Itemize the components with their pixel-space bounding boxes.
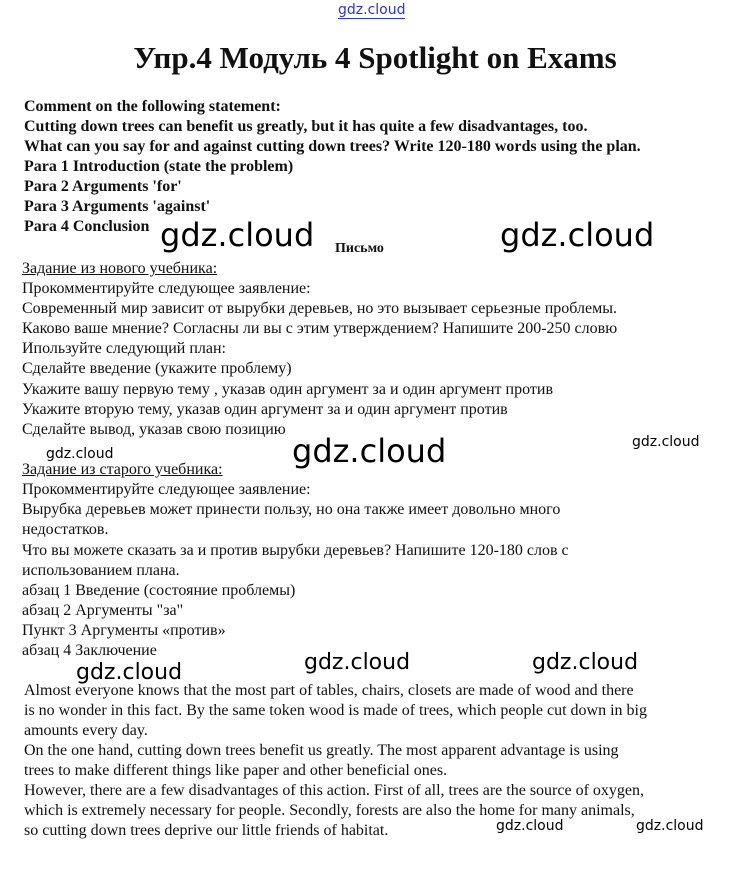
essay-line: amounts every day. bbox=[24, 722, 148, 739]
task-line: Para 3 Arguments 'against' bbox=[24, 198, 211, 215]
header-watermark: gdz.cloud bbox=[338, 2, 406, 18]
watermark: gdz.cloud bbox=[636, 818, 704, 834]
text-line: абзац 1 Введение (состояние проблемы) bbox=[22, 582, 296, 599]
essay-line: so cutting down trees deprive our little friends of habitat. bbox=[24, 822, 389, 839]
essay-line: However, there are a few disadvantages of this action. First of all, trees are the source of oxygen, bbox=[24, 782, 645, 799]
text-line: Пункт 3 Аргументы «против» bbox=[22, 622, 226, 639]
task-line: Comment on the following statement: bbox=[24, 98, 281, 115]
text-line: абзац 2 Аргументы "за" bbox=[22, 602, 184, 619]
watermark: gdz.cloud bbox=[160, 216, 315, 254]
watermark: gdz.cloud bbox=[76, 660, 183, 685]
watermark: gdz.cloud bbox=[532, 650, 639, 675]
essay-line: which is extremely necessary for people. Secondly, forests are also the home for many animals, bbox=[24, 802, 635, 819]
page-title: Упр.4 Модуль 4 Spotlight on Exams bbox=[133, 40, 617, 75]
watermark: gdz.cloud bbox=[500, 216, 655, 254]
text-line: Прокомментируйте следующее заявление: bbox=[22, 280, 311, 297]
text-line: Ипользуйте следующий план: bbox=[22, 340, 226, 357]
task-line: Para 2 Arguments 'for' bbox=[24, 178, 182, 195]
task-line: Para 4 Conclusion bbox=[24, 218, 150, 235]
text-line: Укажите вашу первую тему , указав один аргумент за и один аргумент против bbox=[22, 381, 554, 398]
text-line: Каково ваше мнение? Согласны ли вы с этим утверждением? Напишите 200-250 словю bbox=[22, 320, 618, 337]
text-line: использованием плана. bbox=[22, 562, 180, 579]
text-line: абзац 4 Заключение bbox=[22, 642, 157, 659]
task-line: What can you say for and against cutting down trees? Write 120-180 words using the plan. bbox=[24, 138, 641, 155]
text-line: Что вы можете сказать за и против вырубки деревьев? Напишите 120-180 слов с bbox=[22, 542, 569, 559]
section-heading: Задание из старого учебника: bbox=[22, 461, 223, 478]
watermark: gdz.cloud bbox=[496, 818, 564, 834]
essay-line: On the one hand, cutting down trees benefit us greatly. The most apparent advantage is using bbox=[24, 742, 619, 759]
watermark: gdz.cloud bbox=[304, 650, 411, 675]
text-line: Вырубка деревьев может принести пользу, но она также имеет довольно много bbox=[22, 501, 561, 518]
text-line: Прокомментируйте следующее заявление: bbox=[22, 481, 311, 498]
task-line: Cutting down trees can benefit us greatly, but it has quite a few disadvantages, too. bbox=[24, 118, 588, 135]
essay-line: Almost everyone knows that the most part of tables, chairs, closets are made of wood and there bbox=[24, 682, 634, 699]
text-line: Сделайте введение (укажите проблему) bbox=[22, 360, 292, 377]
task-line: Para 1 Introduction (state the problem) bbox=[24, 158, 294, 175]
text-line: недостатков. bbox=[22, 521, 109, 538]
letter-heading: Письмо bbox=[335, 241, 384, 256]
watermark: gdz.cloud bbox=[46, 446, 114, 462]
watermark: gdz.cloud bbox=[632, 434, 700, 450]
text-line: Укажите вторую тему, указав один аргумент за и один аргумент против bbox=[22, 401, 508, 418]
text-line: Сделайте вывод, указав свою позицию bbox=[22, 421, 286, 438]
watermark: gdz.cloud bbox=[292, 432, 447, 470]
essay-line: trees to make different things like paper and other beneficial ones. bbox=[24, 762, 448, 779]
text-line: Современный мир зависит от вырубки деревьев, но это вызывает серьезные проблемы. bbox=[22, 300, 617, 317]
section-heading: Задание из нового учебника: bbox=[22, 260, 218, 277]
essay-line: is no wonder in this fact. By the same token wood is made of trees, which people cut down in big bbox=[24, 702, 647, 719]
